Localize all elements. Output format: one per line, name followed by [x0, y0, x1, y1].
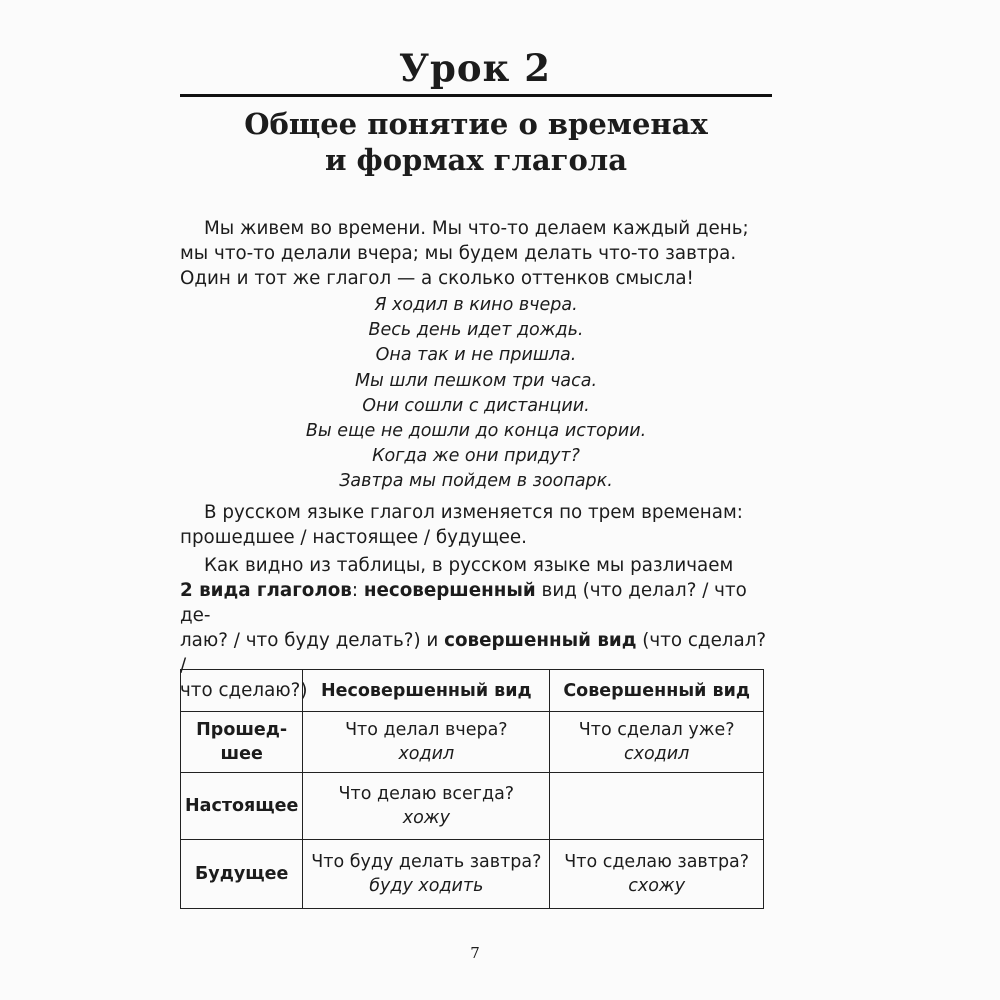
row-label-line: шее [220, 744, 263, 764]
table-header-empty [181, 670, 303, 712]
bold-perfective: совершенный вид [444, 630, 637, 651]
cell-question: Что делал вчера? [345, 720, 508, 740]
table-header-imperfective: Несовершенный вид [303, 670, 550, 712]
aspects-line-1: Как видно из таблицы, в русском языке мы различаем [204, 555, 734, 576]
example-sentence: Когда же они придут? [372, 446, 580, 467]
bold-imperfective: несовершенный [363, 580, 536, 601]
topic-title-line-1: Общее понятие о временах [244, 107, 708, 141]
cell-perfective [550, 712, 764, 773]
cell-answer: хожу [402, 808, 450, 828]
cell-question: Что буду делать завтра? [311, 852, 542, 872]
table-header-perfective: Совершенный вид [550, 670, 764, 712]
title-divider [180, 94, 772, 97]
tenses-paragraph [180, 500, 772, 550]
row-label-line: Настоящее [185, 796, 299, 816]
aspects-line-4: что сделаю?) [180, 680, 308, 701]
intro-paragraph [180, 216, 772, 291]
table-row [181, 712, 764, 773]
example-sentences [180, 293, 772, 495]
example-sentence: Весь день идет дождь. [368, 320, 584, 341]
bold-two-kinds: 2 вида глаголов [180, 580, 352, 601]
page-number: 7 [470, 944, 480, 962]
topic-title-line-2: и формах глагола [324, 143, 628, 177]
row-label-line: Будущее [194, 864, 289, 884]
tenses-line-1: В русском языке глагол изменяется по трем временам: [204, 502, 743, 523]
cell-perfective-empty [550, 773, 764, 840]
aspects-mid-text: вид (что делал? / что де- [180, 580, 747, 626]
row-label-past [181, 712, 303, 773]
aspects-line-3-end: (что сделал? / [180, 630, 767, 676]
topic-title [180, 106, 772, 178]
cell-imperfective [303, 712, 550, 773]
intro-line-1: Мы живем во времени. Мы что-то делаем каждый день; [204, 218, 749, 239]
lesson-title: Урок 2 [399, 46, 551, 90]
tenses-line-2: прошедшее / настоящее / будущее. [180, 527, 527, 548]
example-sentence: Я ходил в кино вчера. [374, 295, 578, 315]
example-sentence: Они сошли с дистанции. [362, 395, 590, 416]
cell-answer: схожу [628, 876, 686, 896]
cell-imperfective [303, 840, 550, 909]
cell-answer: ходил [398, 744, 455, 764]
example-sentence: Она так и не пришла. [375, 345, 577, 366]
table-row [181, 773, 764, 840]
cell-perfective [550, 840, 764, 909]
example-sentence: Завтра мы пойдем в зоопарк. [339, 471, 613, 492]
cell-question: Что делаю всегда? [338, 784, 515, 804]
example-sentence: Вы еще не дошли до конца истории. [305, 421, 647, 442]
cell-answer: буду ходить [369, 876, 484, 896]
cell-question: Что сделаю завтра? [564, 852, 750, 872]
table-row [181, 840, 764, 909]
intro-line-2: мы что-то делали вчера; мы будем делать что-то завтра. [180, 243, 737, 264]
table-header-row [181, 670, 764, 712]
cell-question: Что сделал уже? [578, 720, 735, 740]
row-label-present [181, 773, 303, 840]
row-label-future [181, 840, 303, 909]
cell-imperfective [303, 773, 550, 840]
aspects-colon: : [351, 580, 364, 601]
aspects-line-2 [180, 578, 772, 628]
intro-line-3: Один и тот же глагол — а сколько оттенков смысла! [180, 268, 694, 289]
row-label-line: Прошед- [196, 720, 288, 740]
aspects-line-3-start: лаю? / что буду делать?) и [180, 630, 445, 651]
cell-answer: сходил [623, 744, 690, 764]
example-sentence: Мы шли пешком три часа. [354, 370, 598, 391]
verb-aspects-table [180, 669, 764, 909]
